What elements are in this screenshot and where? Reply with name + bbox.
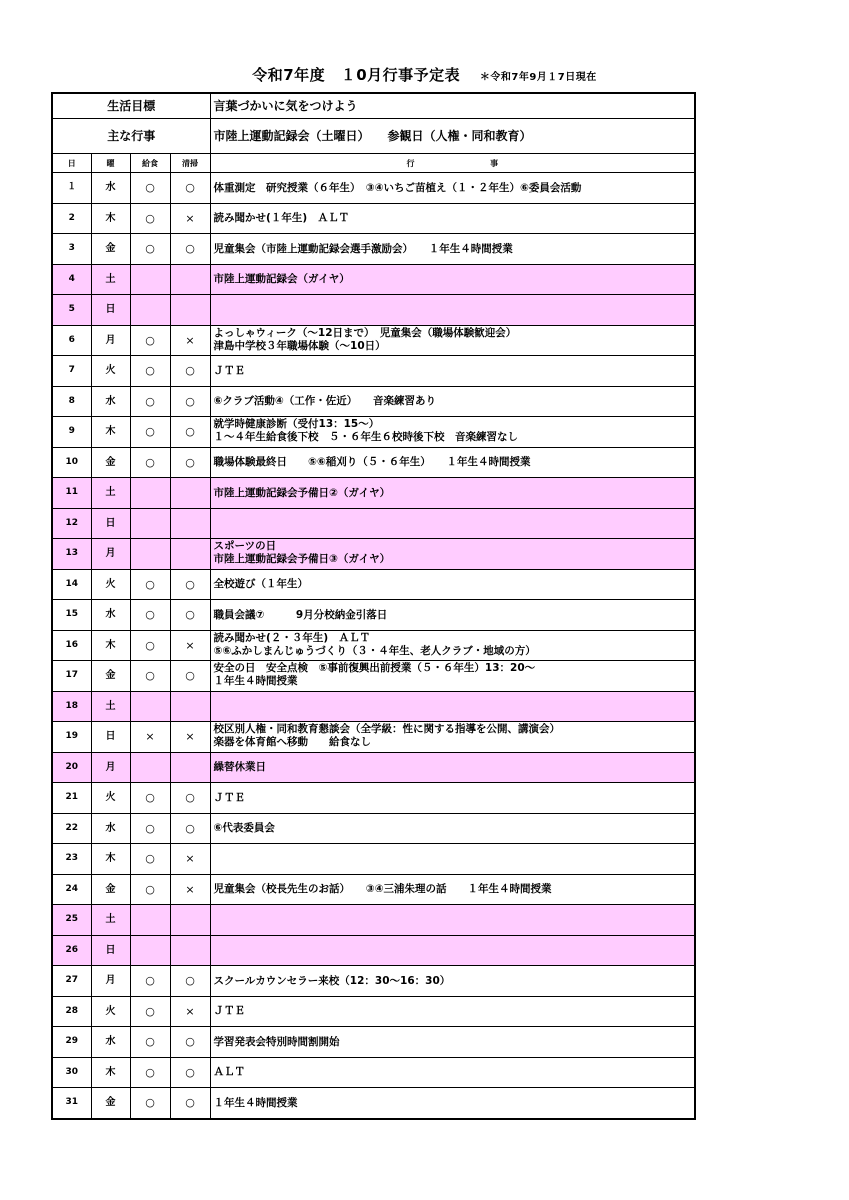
life-goal-label: 生活目標 (52, 93, 210, 119)
event-line: 職場体験最終日 ⑤⑥稲刈り（５・６年生） １年生４時間授業 (213, 456, 531, 469)
lunch-mark: ○ (130, 234, 170, 265)
schedule-table-body (52, 93, 695, 1119)
day-events (210, 173, 695, 204)
day-date: 22 (52, 813, 91, 844)
day-of-week: 金 (91, 874, 130, 905)
day-events (210, 783, 695, 814)
table-row (52, 447, 695, 478)
table-row (52, 173, 695, 204)
table-row (52, 417, 695, 448)
day-events (210, 935, 695, 966)
table-row (52, 1027, 695, 1058)
day-of-week: 月 (91, 325, 130, 356)
day-events (210, 630, 695, 661)
lunch-mark: ○ (130, 386, 170, 417)
lunch-mark: ○ (130, 203, 170, 234)
table-row (52, 966, 695, 997)
day-events (210, 325, 695, 356)
day-of-week: 木 (91, 417, 130, 448)
day-date: 2 (52, 203, 91, 234)
day-date: 29 (52, 1027, 91, 1058)
day-of-week: 日 (91, 295, 130, 326)
lunch-mark (130, 935, 170, 966)
day-date: 30 (52, 1057, 91, 1088)
day-events (210, 905, 695, 936)
lunch-mark: ○ (130, 844, 170, 875)
lunch-mark: ○ (130, 996, 170, 1027)
table-row (52, 905, 695, 936)
column-header-cleaning: 清掃 (170, 154, 210, 173)
day-events (210, 1057, 695, 1088)
lunch-mark (130, 539, 170, 570)
event-line: 市陸上運動記録会予備日②（ガイヤ） (213, 486, 391, 499)
day-date: 13 (52, 539, 91, 570)
event-line: １～４年生給食後下校 ５・６年生６校時後下校 音楽練習なし (213, 431, 519, 443)
main-events-label: 主な行事 (52, 119, 210, 154)
table-row (52, 844, 695, 875)
schedule-table (51, 92, 696, 1120)
cleaning-mark: ○ (170, 966, 210, 997)
event-line: 市陸上運動記録会予備日③（ガイヤ） (213, 553, 391, 565)
event-line: スクールカウンセラー来校（12：30～16：30） (213, 974, 451, 987)
event-line: 児童集会（校長先生のお話） ③④三浦朱理の話 １年生４時間授業 (213, 883, 552, 896)
cleaning-mark: ○ (170, 447, 210, 478)
cleaning-mark: ○ (170, 1088, 210, 1119)
day-of-week: 月 (91, 539, 130, 570)
column-header-date: 日 (52, 154, 91, 173)
day-date: 10 (52, 447, 91, 478)
cleaning-mark (170, 539, 210, 570)
event-line: 繰替休業日 (213, 761, 267, 774)
column-header-dow: 曜 (91, 154, 130, 173)
cleaning-mark: ○ (170, 173, 210, 204)
cleaning-mark (170, 508, 210, 539)
column-header-lunch: 給食 (130, 154, 170, 173)
table-row (52, 630, 695, 661)
day-events (210, 722, 695, 753)
day-of-week: 金 (91, 1088, 130, 1119)
event-line: 読み聞かせ(２・３年生) ＡＬＴ (213, 631, 371, 644)
event-line: 安全の日 安全点検 ⑤事前復興出前授業（５・６年生）13：20～ (213, 662, 536, 674)
table-row (52, 478, 695, 509)
day-date: 27 (52, 966, 91, 997)
event-line: ＪＴＥ (213, 1005, 246, 1018)
lunch-mark: ○ (130, 1057, 170, 1088)
lunch-mark: ○ (130, 813, 170, 844)
cleaning-mark (170, 935, 210, 966)
day-of-week: 土 (91, 691, 130, 722)
day-events (210, 844, 695, 875)
day-of-week: 金 (91, 234, 130, 265)
page-title (0, 64, 849, 85)
day-date: 23 (52, 844, 91, 875)
day-of-week: 木 (91, 203, 130, 234)
table-row (52, 722, 695, 753)
lunch-mark (130, 508, 170, 539)
table-row (52, 539, 695, 570)
day-of-week: 火 (91, 996, 130, 1027)
cleaning-mark: ○ (170, 386, 210, 417)
cleaning-mark: × (170, 325, 210, 356)
table-row (52, 874, 695, 905)
day-date: 6 (52, 325, 91, 356)
life-goal-row (52, 93, 695, 119)
schedule-title: 令和7年度 １0月行事予定表 (252, 66, 461, 84)
day-date: 9 (52, 417, 91, 448)
day-date: 21 (52, 783, 91, 814)
cleaning-mark: × (170, 844, 210, 875)
as-of-date: ＊令和7年9月１7日現在 (479, 72, 597, 83)
event-line: ＪＴＥ (213, 791, 246, 804)
column-header-events (210, 154, 695, 173)
event-line: 市陸上運動記録会（ガイヤ） (213, 273, 350, 286)
main-events-value: 市陸上運動記録会（土曜日） 参観日（人権・同和教育） (210, 119, 695, 154)
day-of-week: 水 (91, 386, 130, 417)
day-date: １ (52, 173, 91, 204)
day-events (210, 600, 695, 631)
event-line: １年生４時間授業 (213, 675, 298, 687)
cleaning-mark (170, 905, 210, 936)
day-date: 20 (52, 752, 91, 783)
event-line: 校区別人権・同和教育懇談会（全学級：性に関する指導を公開、講演会） (213, 723, 561, 735)
table-row (52, 508, 695, 539)
day-of-week: 火 (91, 356, 130, 387)
lunch-mark (130, 905, 170, 936)
day-date: 16 (52, 630, 91, 661)
day-events (210, 1088, 695, 1119)
day-of-week: 土 (91, 264, 130, 295)
lunch-mark: ○ (130, 1027, 170, 1058)
day-of-week: 土 (91, 478, 130, 509)
day-of-week: 日 (91, 935, 130, 966)
table-row (52, 600, 695, 631)
cleaning-mark: ○ (170, 813, 210, 844)
cleaning-mark (170, 264, 210, 295)
day-of-week: 木 (91, 1057, 130, 1088)
table-row (52, 356, 695, 387)
day-events (210, 508, 695, 539)
table-row (52, 935, 695, 966)
day-events (210, 447, 695, 478)
lunch-mark (130, 691, 170, 722)
lunch-mark: ○ (130, 966, 170, 997)
event-line: ⑥クラブ活動④（工作・佐近） 音楽練習あり (213, 395, 437, 408)
table-row (52, 569, 695, 600)
day-events (210, 386, 695, 417)
day-of-week: 金 (91, 661, 130, 692)
lunch-mark: × (130, 722, 170, 753)
day-of-week: 月 (91, 752, 130, 783)
lunch-mark: ○ (130, 173, 170, 204)
day-events (210, 203, 695, 234)
cleaning-mark (170, 478, 210, 509)
table-row (52, 996, 695, 1027)
day-date: 11 (52, 478, 91, 509)
main-events-row (52, 119, 695, 154)
lunch-mark: ○ (130, 417, 170, 448)
event-line: スポーツの日 (213, 540, 277, 552)
day-of-week: 日 (91, 508, 130, 539)
day-date: 24 (52, 874, 91, 905)
event-line: １年生４時間授業 (213, 1096, 298, 1109)
cleaning-mark: ○ (170, 600, 210, 631)
day-of-week: 火 (91, 783, 130, 814)
cleaning-mark: ○ (170, 356, 210, 387)
day-events (210, 1027, 695, 1058)
day-events (210, 813, 695, 844)
day-of-week: 月 (91, 966, 130, 997)
table-row (52, 813, 695, 844)
lunch-mark: ○ (130, 874, 170, 905)
event-line: 体重測定 研究授業（６年生） ③④いちご苗植え（１・２年生）⑥委員会活動 (213, 181, 582, 194)
lunch-mark (130, 295, 170, 326)
day-date: 3 (52, 234, 91, 265)
day-of-week: 水 (91, 173, 130, 204)
event-line: ＪＴＥ (213, 364, 246, 377)
table-row (52, 783, 695, 814)
lunch-mark: ○ (130, 447, 170, 478)
day-date: 8 (52, 386, 91, 417)
column-header-events-2: 事 (490, 158, 499, 168)
day-events (210, 264, 695, 295)
day-events (210, 874, 695, 905)
day-events (210, 569, 695, 600)
event-line: 楽器を体育館へ移動 給食なし (213, 736, 372, 748)
event-line: 全校遊び（１年生） (213, 578, 309, 591)
lunch-mark: ○ (130, 630, 170, 661)
event-line: ⑤⑥ふかしまんじゅうづくり（３・４年生、老人クラブ・地域の方） (213, 644, 536, 657)
column-header-events-1: 行 (406, 158, 415, 168)
event-line: ＡＬＴ (213, 1066, 246, 1079)
table-row (52, 234, 695, 265)
table-row (52, 325, 695, 356)
event-line: 児童集会（市陸上運動記録会選手激励会） １年生４時間授業 (213, 242, 513, 255)
table-row (52, 691, 695, 722)
day-events (210, 295, 695, 326)
table-row (52, 264, 695, 295)
cleaning-mark: ○ (170, 1057, 210, 1088)
lunch-mark: ○ (130, 600, 170, 631)
day-date: 4 (52, 264, 91, 295)
cleaning-mark (170, 295, 210, 326)
cleaning-mark: × (170, 722, 210, 753)
lunch-mark: ○ (130, 325, 170, 356)
table-row (52, 295, 695, 326)
day-date: 15 (52, 600, 91, 631)
day-date: 31 (52, 1088, 91, 1119)
day-of-week: 水 (91, 600, 130, 631)
event-line: 学習発表会特別時間割開始 (213, 1035, 340, 1048)
day-date: 17 (52, 661, 91, 692)
cleaning-mark (170, 691, 210, 722)
day-events (210, 478, 695, 509)
table-row (52, 661, 695, 692)
cleaning-mark: ○ (170, 783, 210, 814)
event-line: 職員会議⑦ 9月分校納金引落日 (213, 608, 388, 621)
cleaning-mark: ○ (170, 417, 210, 448)
day-events (210, 417, 695, 448)
table-row (52, 386, 695, 417)
cleaning-mark: × (170, 996, 210, 1027)
lunch-mark (130, 478, 170, 509)
event-line: ⑥代表委員会 (213, 822, 275, 835)
day-of-week: 水 (91, 1027, 130, 1058)
table-row (52, 203, 695, 234)
day-events (210, 752, 695, 783)
day-date: 18 (52, 691, 91, 722)
day-of-week: 日 (91, 722, 130, 753)
table-row (52, 1088, 695, 1119)
life-goal-value: 言葉づかいに気をつけよう (210, 93, 695, 119)
day-events (210, 234, 695, 265)
day-events (210, 661, 695, 692)
cleaning-mark: × (170, 874, 210, 905)
event-line: 読み聞かせ(１年生) ＡＬＴ (213, 212, 350, 225)
lunch-mark: ○ (130, 356, 170, 387)
cleaning-mark: ○ (170, 569, 210, 600)
event-line: よっしゃウィーク（～12日まで） 児童集会（職場体験歓迎会） (213, 326, 517, 339)
lunch-mark: ○ (130, 783, 170, 814)
cleaning-mark: × (170, 630, 210, 661)
day-date: 26 (52, 935, 91, 966)
day-date: 28 (52, 996, 91, 1027)
day-date: 19 (52, 722, 91, 753)
lunch-mark: ○ (130, 1088, 170, 1119)
day-date: 12 (52, 508, 91, 539)
cleaning-mark: ○ (170, 234, 210, 265)
table-row (52, 752, 695, 783)
day-of-week: 火 (91, 569, 130, 600)
day-of-week: 木 (91, 844, 130, 875)
lunch-mark: ○ (130, 661, 170, 692)
day-events (210, 996, 695, 1027)
event-line: 就学時健康診断（受付13：15～） (213, 418, 380, 430)
day-of-week: 水 (91, 813, 130, 844)
day-of-week: 木 (91, 630, 130, 661)
lunch-mark (130, 752, 170, 783)
cleaning-mark: × (170, 203, 210, 234)
column-header-row (52, 154, 695, 173)
day-of-week: 土 (91, 905, 130, 936)
cleaning-mark: ○ (170, 661, 210, 692)
day-date: 14 (52, 569, 91, 600)
day-events (210, 356, 695, 387)
cleaning-mark: ○ (170, 1027, 210, 1058)
day-of-week: 金 (91, 447, 130, 478)
day-events (210, 539, 695, 570)
day-date: 7 (52, 356, 91, 387)
lunch-mark (130, 264, 170, 295)
cleaning-mark (170, 752, 210, 783)
lunch-mark: ○ (130, 569, 170, 600)
day-date: 5 (52, 295, 91, 326)
day-events (210, 966, 695, 997)
day-events (210, 691, 695, 722)
table-row (52, 1057, 695, 1088)
day-date: 25 (52, 905, 91, 936)
event-line: 津島中学校３年職場体験（～10日） (213, 339, 386, 352)
